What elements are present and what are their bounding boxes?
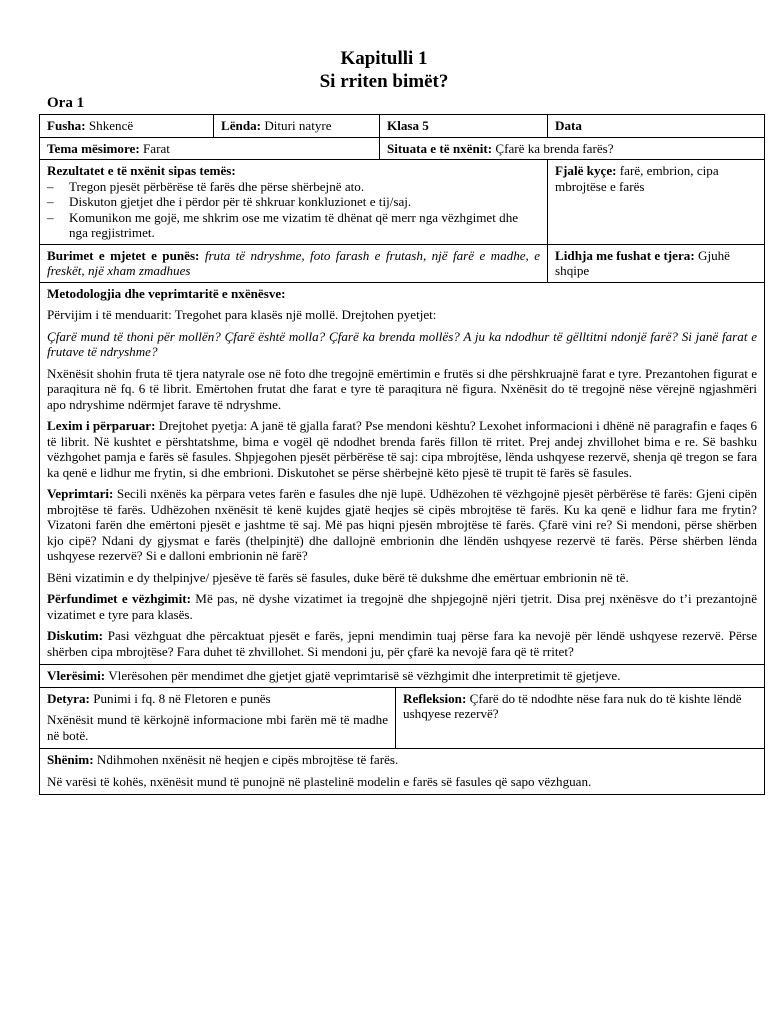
- diskutim-label: Diskutim:: [47, 628, 104, 643]
- fjale-value: farë, embrion, cipa mbrojtëse e farës: [555, 163, 719, 194]
- cell-vleresimi: [40, 665, 765, 688]
- shenim-label: Shënim:: [47, 752, 94, 767]
- row-assessment: [40, 665, 765, 688]
- shenim-text-2: Në varësi të kohës, nxënësit mund të punojnë në plastelinë modelin e farës së fasules që sapo vëzhguan.: [47, 773, 592, 789]
- lexim-label: Lexim i përparuar:: [47, 418, 156, 433]
- tema-value: Farat: [143, 140, 170, 156]
- row-methodology: [40, 282, 765, 665]
- row-outcomes: [40, 160, 765, 245]
- lenda-label: Lënda:: [221, 118, 262, 133]
- cell-burimet: [40, 244, 548, 282]
- methodology-questions: Çfarë mund të thoni për mollën? Çfarë është molla? Çfarë ka brenda mollës? A ju ka ndodhur të gëlltitni ndonjë farë? Si janë farat e frutave të ndryshme?: [47, 328, 758, 359]
- row-topic: [40, 137, 765, 160]
- chapter-title: Kapitulli 1: [340, 48, 428, 69]
- list-item: – Tregon pjesët përbërëse të farës dhe përse shërbejnë ato.: [47, 179, 540, 195]
- situata-label: Situata e të nxënit:: [387, 140, 493, 156]
- detyra-title: Punimi i fq. 8 në Fletoren e punës: [93, 690, 271, 706]
- burimet-value: fruta të ndryshme, foto farash e frutash, një farë e madhe, e freskët, një xham zmadhues: [47, 247, 541, 278]
- list-item: – Diskuton gjetjet dhe i përdor për të shkruar konkluzionet e tij/saj.: [47, 194, 540, 210]
- cell-lenda: [214, 115, 380, 138]
- detyra-label: Detyra:: [47, 690, 90, 706]
- data-label: Data: [555, 118, 582, 133]
- methodology-paragraph: Nxënësit shohin fruta të tjera natyrale ose në foto dhe tregojnë emërtimin e frutës si dhe përshkruajnë farat e tyre. Prezantohen figurat e paraqitura në fq. 6 të librit. Emërtohen frutat dhe farat e tyre të paraqitura në figura. Nxënësit do të tregojnë nëse vërejnë ngjashmëri apo ndryshime ndërmjet farave të ndryshme.: [47, 365, 758, 412]
- cell-data: [548, 115, 765, 138]
- row-subject-info: [40, 115, 765, 138]
- perfundimet-label: Përfundimet e vëzhgimit:: [47, 591, 191, 606]
- lidhja-label: Lidhja me fushat e tjera:: [555, 247, 695, 263]
- lexim-text: Drejtohet pyetja: A janë të gjalla farat? Pse mendoni kështu? Lexohet informacioni i dhënë në paragrafin e faqes 6 të librit. Në kushtet e përshtatshme, bima e vogël që ndodhet brenda farës fillon të rritet. Prej andej zhvillohet bima e re. Së bashku vëzhgohet pamja e farës së fasules. Shpjegohen pjesët përbërëse të saj: cipa mbrojtëse, lënda ushqyese rezervë, shenja që tregon se fara ka qenë e lidhur me frytin, si dhe embrioni. Diskutohet se përse shërbejnë këto pjesë të trupit të farës së fasules.: [47, 418, 758, 480]
- outcomes-list: [47, 179, 540, 241]
- methodology-intro: Përvijim i të menduarit: Tregohet para klasës një mollë. Drejtohen pyetjet:: [47, 307, 437, 322]
- cell-fusha: [40, 115, 214, 138]
- tema-label: Tema mësimore:: [47, 140, 140, 156]
- fusha-value: Shkencë: [88, 118, 134, 133]
- fusha-label: Fusha:: [47, 118, 86, 133]
- cell-fjale-kyce: [548, 160, 765, 245]
- vizatim-text: Bëni vizatimin e dy thelpinjve/ pjesëve të farës së fasules, duke bërë të dukshme dhe emërtuar embrionin në të.: [47, 569, 629, 585]
- diskutim-text: Pasi vëzhguat dhe përcaktuat pjesët e farës, jepni mendimin tuaj përse fara ka nevojë për lëndë ushqyese rezervë. Përse shërben cipa mbrojtëse? Fara duhet të zhvillohet. Si mendoni ju, për çfarë ka nevojë fara që të rritet?: [47, 628, 758, 659]
- vleresimi-text: Vlerësohen për mendimet dhe gjetjet gjatë veprimtarisë së vëzhgimit dhe interpretimit të gjetjeve.: [108, 668, 621, 683]
- metodologjia-label: Metodologjia dhe veprimtaritë e nxënësve:: [47, 285, 286, 301]
- cell-situata: [380, 137, 765, 160]
- lidhja-value: Gjuhë shqipe: [555, 247, 730, 278]
- list-item: – Komunikon me gojë, me shkrim ose me vizatim të dhënat që merr nga vëzhgimet dhe nga regjistrimet.: [47, 210, 540, 241]
- veprimtari-label: Veprimtari:: [47, 486, 114, 501]
- perfundimet-text: Më pas, në dyshe vizatimet ia tregojnë dhe shpjegojnë njëri tjetrit. Disa prej nxënësve do t’i prezantojnë vizatimet e tyre para klasës.: [47, 591, 758, 622]
- veprimtari-text: Secili nxënës ka përpara vetes farën e fasules dhe një lupë. Udhëzohen të vëzhgojnë pjesët përbërëse të farës: Gjeni cipën mbrojtëse të farës. Udhëzohen nxënësit të kenë kujdes gjatë heqjes së cipës mbrojtëse të farës. Ku ka qenë e lidhur fara me frytin? Vizatoni farën dhe emërtoni pjesët e jashtme të saj. Më pas hiqni pjesën mbrojtëse të farës. Çfarë vini re? Si mendoni, përse shërben kjo cipë? Ndani dy gjysmat e farës (thelpinjtë) dhe dallojnë embrionin dhe lëndën ushqyese rezervë të farës. Përse shërben lënda ushqyese rezervë? Si e dalloni embrionin në farë?: [47, 486, 758, 563]
- cell-refleksion: [396, 687, 765, 749]
- lesson-number: Ora 1: [47, 95, 85, 111]
- lesson-plan-table: [39, 114, 765, 795]
- page-title: Si rriten bimët?: [319, 71, 449, 92]
- detyra-text: Nxënësit mund të kërkojnë informacione mbi farën më të madhe në botë.: [47, 712, 389, 743]
- rezultatet-label: Rezultatet e të nxënit sipas temës:: [47, 163, 236, 178]
- cell-detyra: [40, 687, 396, 749]
- row-homework: [40, 687, 765, 749]
- vleresimi-label: Vlerësimi:: [47, 668, 106, 683]
- lenda-value: Dituri natyre: [264, 118, 332, 133]
- refleksion-label: Refleksion:: [403, 690, 467, 706]
- row-note: [40, 749, 765, 795]
- situata-value: Çfarë ka brenda farës?: [495, 140, 614, 156]
- cell-klasa: [380, 115, 548, 138]
- klasa-label: Klasa 5: [387, 118, 429, 133]
- cell-rezultatet: [40, 160, 548, 245]
- cell-lidhja: [548, 244, 765, 282]
- shenim-text: Ndihmohen nxënësit në heqjen e cipës mbrojtëse të farës.: [96, 752, 399, 767]
- fjale-label: Fjalë kyçe:: [555, 163, 617, 178]
- cell-shenim: [40, 749, 765, 795]
- cell-metodologjia: [40, 282, 765, 665]
- refleksion-text: Çfarë do të ndodhte nëse fara nuk do të kishte lëndë ushqyese rezervë?: [403, 690, 742, 721]
- row-resources: [40, 244, 765, 282]
- cell-tema: [40, 137, 380, 160]
- burimet-label: Burimet e mjetet e punës:: [47, 247, 200, 263]
